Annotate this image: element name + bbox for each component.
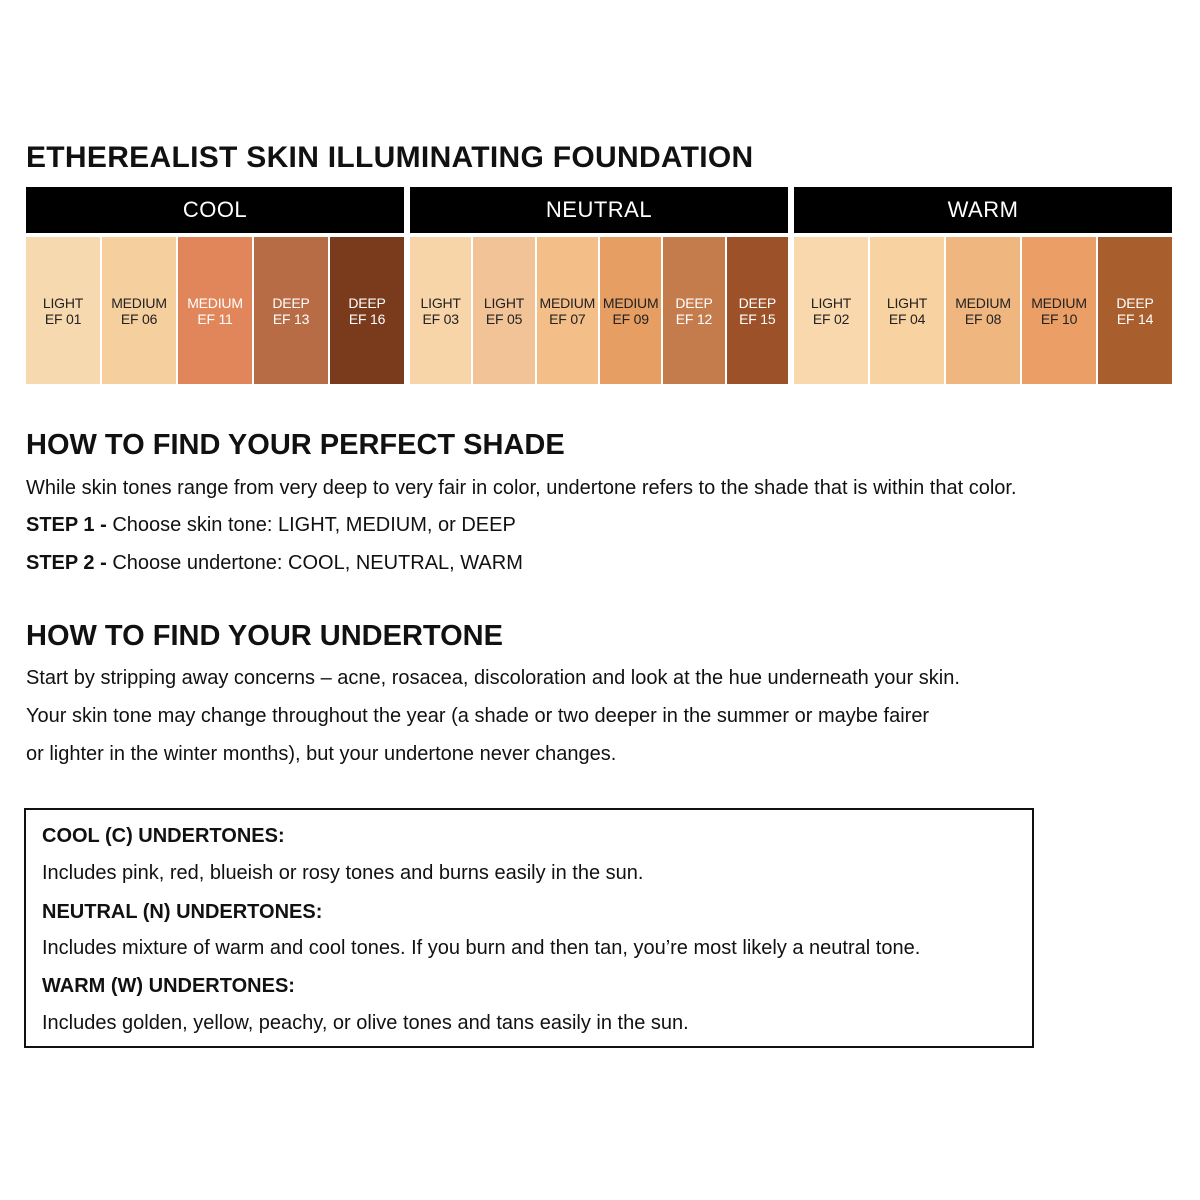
swatch-row-neutral [410, 237, 788, 384]
swatch-tone: LIGHT [42, 294, 84, 311]
shade-group-neutral [410, 187, 788, 384]
swatch-tone: MEDIUM [1031, 294, 1087, 311]
perfect-shade-intro: While skin tones range from very deep to very fair in color, undertone refers to the shade that is within that color. [26, 477, 1017, 499]
warm-undertone-title: WARM (W) UNDERTONES: [42, 975, 295, 997]
swatch-row-warm [794, 237, 1172, 384]
swatch-tone: DEEP [675, 294, 713, 311]
shade-swatch-ef-09 [600, 237, 661, 384]
shade-swatch-ef-05 [473, 237, 534, 384]
swatch-code: EF 14 [1116, 310, 1154, 327]
step-1 [26, 513, 516, 537]
swatch-code: EF 08 [964, 310, 1002, 327]
undertone-line-2: Your skin tone may change throughout the year (a shade or two deeper in the summer or maybe fairer [26, 705, 930, 727]
shade-swatch-ef-11 [178, 237, 252, 384]
shade-swatch-ef-15 [727, 237, 788, 384]
swatch-code: EF 16 [348, 310, 386, 327]
swatch-code: EF 13 [272, 310, 310, 327]
swatch-code: EF 09 [612, 310, 649, 327]
warm-undertone-text: Includes golden, yellow, peachy, or olive tones and tans easily in the sun. [42, 1012, 689, 1034]
swatch-code: EF 01 [44, 310, 82, 327]
swatch-tone: LIGHT [810, 294, 852, 311]
neutral-undertone-title: NEUTRAL (N) UNDERTONES: [42, 901, 323, 923]
swatch-tone: MEDIUM [187, 294, 243, 311]
swatch-code: EF 12 [675, 310, 713, 327]
neutral-undertone-text: Includes mixture of warm and cool tones. If you burn and then tan, you’re most likely a neutral tone. [42, 937, 921, 959]
undertone-legend-box [24, 808, 1034, 1048]
step-2-text: Choose undertone: COOL, NEUTRAL, WARM [106, 552, 523, 574]
shade-swatch-ef-16 [330, 237, 404, 384]
swatch-code: EF 15 [739, 310, 776, 327]
swatch-tone: DEEP [738, 294, 776, 311]
swatch-code: EF 11 [197, 310, 233, 327]
step-2 [26, 551, 523, 575]
step-2-label: STEP 2 - [26, 552, 107, 574]
shade-swatch-ef-01 [26, 237, 100, 384]
cool-undertone-title: COOL (C) UNDERTONES: [42, 825, 285, 847]
shade-swatch-ef-14 [1098, 237, 1172, 384]
shade-swatch-ef-03 [410, 237, 471, 384]
shade-swatch-ef-04 [870, 237, 944, 384]
shade-group-warm [794, 187, 1172, 384]
undertone-line-1: Start by stripping away concerns – acne, rosacea, discoloration and look at the hue underneath your skin. [26, 667, 960, 689]
swatch-code: EF 03 [422, 310, 459, 327]
swatch-tone: MEDIUM [955, 294, 1011, 311]
shade-swatch-ef-02 [794, 237, 868, 384]
swatch-tone: DEEP [1116, 294, 1154, 311]
swatch-code: EF 02 [812, 310, 850, 327]
swatch-tone: MEDIUM [602, 294, 659, 311]
swatch-code: EF 06 [120, 310, 158, 327]
swatch-code: EF 04 [888, 310, 926, 327]
swatch-code: EF 05 [485, 310, 523, 327]
shade-swatch-ef-08 [946, 237, 1020, 384]
swatch-tone: DEEP [272, 294, 310, 311]
swatch-tone: LIGHT [886, 294, 928, 311]
step-1-label: STEP 1 - [26, 514, 107, 536]
shade-group-cool [26, 187, 404, 384]
undertone-line-3: or lighter in the winter months), but your undertone never changes. [26, 743, 617, 765]
undertone-heading: HOW TO FIND YOUR UNDERTONE [26, 620, 503, 652]
shade-swatch-ef-07 [537, 237, 598, 384]
swatch-row-cool [26, 237, 404, 384]
swatch-code: EF 10 [1040, 310, 1078, 327]
swatch-tone: MEDIUM [539, 294, 596, 311]
swatch-tone: DEEP [348, 294, 386, 311]
page-title: ETHEREALIST SKIN ILLUMINATING FOUNDATION [26, 141, 754, 174]
swatch-tone: LIGHT [483, 294, 525, 311]
swatch-tone: LIGHT [420, 294, 461, 311]
cool-undertone-text: Includes pink, red, blueish or rosy tones and burns easily in the sun. [42, 862, 644, 884]
shade-swatch-ef-10 [1022, 237, 1096, 384]
perfect-shade-heading: HOW TO FIND YOUR PERFECT SHADE [26, 429, 565, 461]
step-1-text: Choose skin tone: LIGHT, MEDIUM, or DEEP [106, 514, 516, 536]
group-header-cool: COOL [26, 187, 404, 233]
swatch-code: EF 07 [549, 310, 586, 327]
group-header-warm: WARM [794, 187, 1172, 233]
shade-swatch-ef-06 [102, 237, 176, 384]
swatch-tone: MEDIUM [111, 294, 167, 311]
shade-swatch-ef-13 [254, 237, 328, 384]
shade-swatch-ef-12 [663, 237, 724, 384]
group-header-neutral: NEUTRAL [410, 187, 788, 233]
